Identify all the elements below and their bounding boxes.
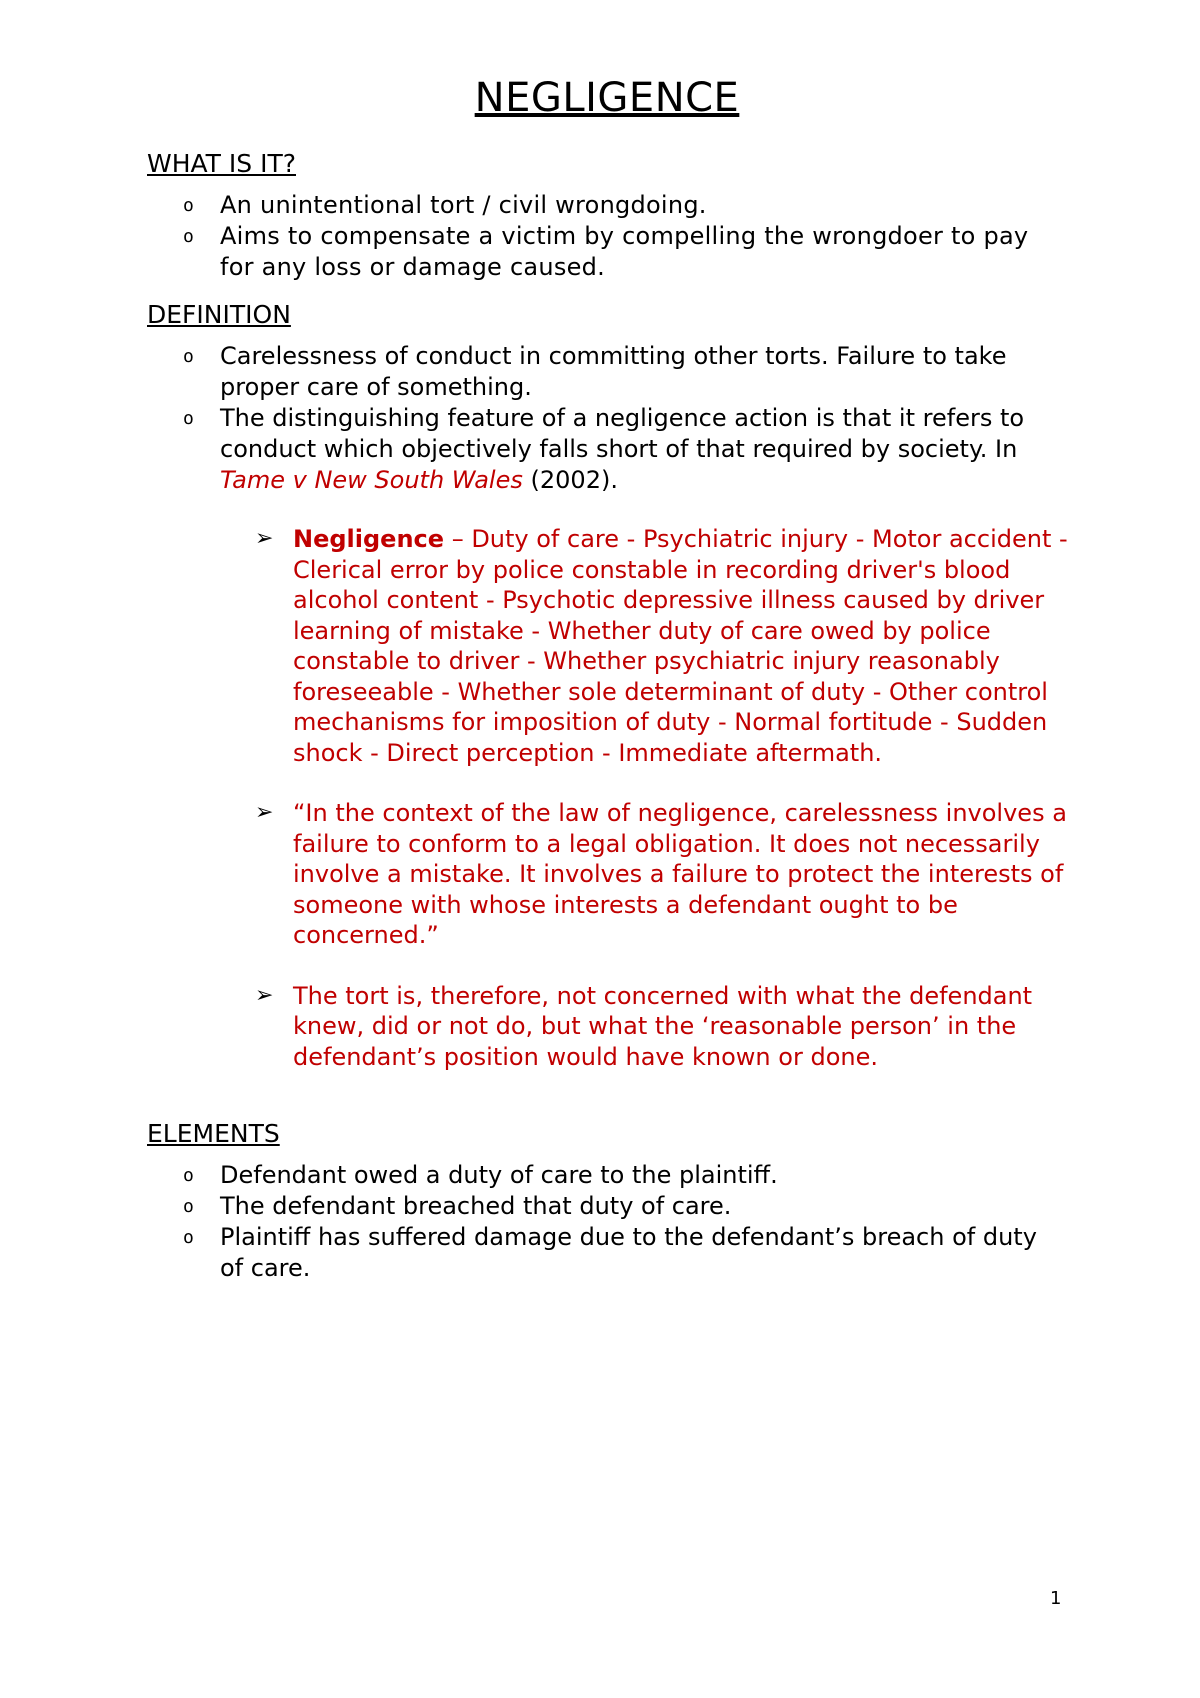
spacer: [147, 283, 1067, 299]
list-item-text: The defendant breached that duty of care.: [220, 1192, 732, 1220]
page-content: [147, 72, 1067, 1284]
heading-definition: DEFINITION: [147, 300, 291, 329]
arrow-bullet-icon: ➢: [255, 800, 274, 825]
arrow-list-item: [147, 524, 1073, 768]
list-item-text: Aims to compensate a victim by compelling the wrongdoer to pay for any loss or damage caused.: [220, 222, 1029, 281]
heading-what-is-it: WHAT IS IT?: [147, 149, 296, 178]
list-item: [147, 221, 1067, 283]
arrow-bullet-icon: ➢: [255, 982, 274, 1008]
arrow-item-text: – Duty of care - Psychiatric injury - Motor accident - Clerical error by police constable in recording driver's blood alcohol content - Psychotic depressive illness caused by driver learning of mistake - Whether duty of care owed by police constable to driver - Whether psychiatric injury reasonably foreseeable - Whether sole determinant of duty - Other control mechanisms for imposition of duty - Normal fortitude - Sudden shock - Direct perception - Immediate aftermath.: [293, 525, 1068, 767]
circle-bullet-icon: o: [183, 1196, 194, 1217]
list-item-text: Plaintiff has suffered damage due to the defendant’s breach of duty of care.: [220, 1223, 1037, 1282]
section-elements: [147, 1118, 1067, 1284]
list-item-text: The distinguishing feature of a negligence action is that it refers to conduct which objectively falls short of that required by society. In: [220, 404, 1025, 463]
spacer: [147, 1102, 1067, 1118]
definition-list: [147, 341, 1067, 496]
arrow-item-text: The tort is, therefore, not concerned with what the defendant knew, did or not do, but what the ‘reasonable person’ in the defendant’s position would have known or done.: [293, 981, 1033, 1071]
section-what-is-it: [147, 148, 1067, 283]
circle-bullet-icon: o: [183, 226, 195, 247]
list-item-text: Carelessness of conduct in committing other torts. Failure to take proper care of something.: [220, 342, 1007, 401]
arrow-bullet-icon: ➢: [255, 526, 274, 551]
document-title: NEGLIGENCE: [474, 75, 740, 121]
list-item: [147, 1160, 1067, 1191]
definition-arrow-list: [147, 524, 1067, 1072]
elements-list: [147, 1160, 1067, 1284]
circle-bullet-icon: o: [183, 195, 195, 216]
what-is-it-list: [147, 190, 1067, 283]
heading-elements: ELEMENTS: [147, 1119, 280, 1148]
arrow-item-text: “In the context of the law of negligence, carelessness involves a failure to conform to a legal obligation. It does not necessarily involve a mistake. It involves a failure to protect the interests of someone with whose interests a defendant ought to be concerned.”: [293, 799, 1067, 949]
case-citation: Tame v New South Wales: [220, 466, 523, 494]
arrow-list-item: [147, 981, 1073, 1073]
page-number: 1: [1050, 1588, 1062, 1609]
list-item: [147, 1222, 1067, 1284]
case-year: (2002).: [530, 466, 618, 494]
circle-bullet-icon: o: [183, 346, 194, 367]
spacer: [147, 496, 1067, 524]
list-item: [147, 1191, 1067, 1222]
circle-bullet-icon: o: [183, 408, 194, 429]
list-item: [147, 341, 1067, 403]
arrow-list-item: [147, 798, 1073, 951]
list-item-text: Defendant owed a duty of care to the plaintiff.: [220, 1161, 778, 1189]
circle-bullet-icon: o: [183, 1165, 194, 1186]
negligence-term: Negligence: [293, 525, 445, 553]
circle-bullet-icon: o: [183, 1227, 194, 1248]
list-item: [147, 190, 1067, 221]
section-definition: [147, 299, 1067, 1072]
list-item-text: An unintentional tort / civil wrongdoing.: [220, 191, 707, 219]
list-item: [147, 403, 1067, 496]
